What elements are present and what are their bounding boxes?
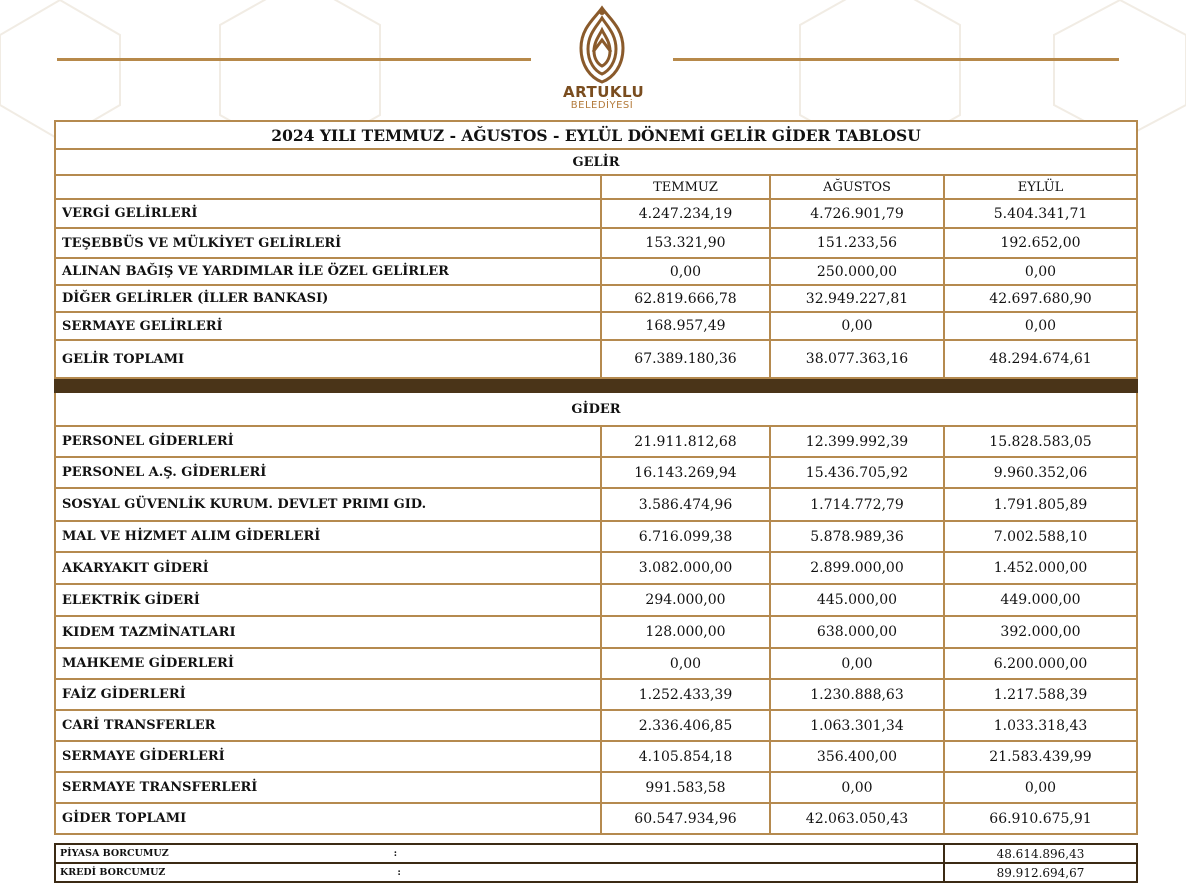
table-row	[55, 258, 1137, 285]
table-row	[55, 710, 1137, 741]
debt-separator: :	[393, 848, 398, 859]
debt-row	[55, 844, 1137, 863]
value-temmuz: 0,00	[601, 258, 770, 285]
gider-total-label: GİDER TOPLAMI	[55, 803, 601, 834]
row-label: FAİZ GİDERLERİ	[55, 679, 601, 710]
column-header-temmuz: TEMMUZ	[601, 175, 770, 199]
value-eylul: 1.452.000,00	[944, 552, 1137, 584]
table-row	[55, 679, 1137, 710]
table-row	[55, 228, 1137, 258]
value-temmuz: 16.143.269,94	[601, 457, 770, 488]
row-label: CARİ TRANSFERLER	[55, 710, 601, 741]
value-temmuz: 62.819.666,78	[601, 285, 770, 312]
value-agustos: 1.714.772,79	[770, 488, 944, 521]
debt-label-cell	[55, 863, 944, 882]
value-temmuz: 4.105.854,18	[601, 741, 770, 772]
table-title: 2024 YILI TEMMUZ - AĞUSTOS - EYLÜL DÖNEMİ GELİR GİDER TABLOSU	[55, 121, 1137, 149]
gider-heading: GİDER	[55, 392, 1137, 426]
gelir-total-temmuz: 67.389.180,36	[601, 340, 770, 378]
header-rule-right	[673, 58, 1119, 61]
row-label: KIDEM TAZMİNATLARI	[55, 616, 601, 648]
row-label: MAL VE HİZMET ALIM GİDERLERİ	[55, 521, 601, 552]
value-temmuz: 3.586.474,96	[601, 488, 770, 521]
row-label: PERSONEL GİDERLERİ	[55, 426, 601, 457]
row-label: TEŞEBBÜS VE MÜLKİYET GELİRLERİ	[55, 228, 601, 258]
header-rule-left	[57, 58, 531, 61]
value-agustos: 1.230.888,63	[770, 679, 944, 710]
row-label: ELEKTRİK GİDERİ	[55, 584, 601, 616]
table-row	[55, 616, 1137, 648]
row-label: SERMAYE TRANSFERLERİ	[55, 772, 601, 803]
column-header-eylul: EYLÜL	[944, 175, 1137, 199]
row-label: SERMAYE GELİRLERİ	[55, 312, 601, 340]
value-temmuz: 168.957,49	[601, 312, 770, 340]
value-temmuz: 128.000,00	[601, 616, 770, 648]
value-temmuz: 1.252.433,39	[601, 679, 770, 710]
value-eylul: 6.200.000,00	[944, 648, 1137, 679]
artuklu-emblem-icon	[571, 4, 633, 86]
gelir-heading: GELİR	[55, 149, 1137, 175]
debt-value: 89.912.694,67	[944, 863, 1137, 882]
table-row	[55, 552, 1137, 584]
gelir-total-agustos: 38.077.363,16	[770, 340, 944, 378]
value-agustos: 5.878.989,36	[770, 521, 944, 552]
value-eylul: 1.033.318,43	[944, 710, 1137, 741]
value-eylul: 449.000,00	[944, 584, 1137, 616]
debt-summary-table	[54, 843, 1138, 883]
row-label: ALINAN BAĞIŞ VE YARDIMLAR İLE ÖZEL GELİRLER	[55, 258, 601, 285]
debt-row	[55, 863, 1137, 882]
value-temmuz: 2.336.406,85	[601, 710, 770, 741]
value-temmuz: 6.716.099,38	[601, 521, 770, 552]
artuklu-logo	[563, 4, 645, 114]
debt-label: KREDİ BORCUMUZ	[60, 867, 166, 878]
value-agustos: 0,00	[770, 648, 944, 679]
value-agustos: 1.063.301,34	[770, 710, 944, 741]
row-label: PERSONEL A.Ş. GİDERLERİ	[55, 457, 601, 488]
value-agustos: 0,00	[770, 312, 944, 340]
value-eylul: 1.217.588,39	[944, 679, 1137, 710]
table-row	[55, 584, 1137, 616]
value-temmuz: 294.000,00	[601, 584, 770, 616]
gider-total-temmuz: 60.547.934,96	[601, 803, 770, 834]
debt-label-cell	[55, 844, 944, 863]
value-agustos: 12.399.992,39	[770, 426, 944, 457]
value-eylul: 1.791.805,89	[944, 488, 1137, 521]
value-eylul: 0,00	[944, 258, 1137, 285]
gelir-total-label: GELİR TOPLAMI	[55, 340, 601, 378]
row-label: SOSYAL GÜVENLİK KURUM. DEVLET PRIMI GID.	[55, 488, 601, 521]
table-row	[55, 285, 1137, 312]
table-row	[55, 199, 1137, 228]
value-eylul: 5.404.341,71	[944, 199, 1137, 228]
value-eylul: 192.652,00	[944, 228, 1137, 258]
table-row	[55, 426, 1137, 457]
logo-subtitle: BELEDİYESİ	[570, 100, 634, 111]
table-row	[55, 457, 1137, 488]
value-agustos: 250.000,00	[770, 258, 944, 285]
row-label: MAHKEME GİDERLERİ	[55, 648, 601, 679]
value-temmuz: 3.082.000,00	[601, 552, 770, 584]
column-header-agustos: AĞUSTOS	[770, 175, 944, 199]
debt-value: 48.614.896,43	[944, 844, 1137, 863]
section-divider	[55, 378, 1137, 392]
table-row	[55, 312, 1137, 340]
value-eylul: 7.002.588,10	[944, 521, 1137, 552]
logo-name: ARTUKLU	[563, 83, 645, 101]
value-eylul: 42.697.680,90	[944, 285, 1137, 312]
table-row	[55, 488, 1137, 521]
value-agustos: 15.436.705,92	[770, 457, 944, 488]
value-eylul: 9.960.352,06	[944, 457, 1137, 488]
value-agustos: 4.726.901,79	[770, 199, 944, 228]
value-temmuz: 21.911.812,68	[601, 426, 770, 457]
row-label: VERGİ GELİRLERİ	[55, 199, 601, 228]
table-row	[55, 648, 1137, 679]
value-temmuz: 0,00	[601, 648, 770, 679]
gelir-total-row	[55, 340, 1137, 378]
row-label: SERMAYE GİDERLERİ	[55, 741, 601, 772]
value-agustos: 356.400,00	[770, 741, 944, 772]
gider-total-agustos: 42.063.050,43	[770, 803, 944, 834]
value-eylul: 0,00	[944, 772, 1137, 803]
value-agustos: 32.949.227,81	[770, 285, 944, 312]
column-header-row	[55, 175, 1137, 199]
debt-separator: :	[397, 867, 401, 878]
value-agustos: 2.899.000,00	[770, 552, 944, 584]
table-row	[55, 521, 1137, 552]
table-row	[55, 772, 1137, 803]
value-temmuz: 153.321,90	[601, 228, 770, 258]
gider-heading-row	[55, 392, 1137, 426]
row-label: AKARYAKIT GİDERİ	[55, 552, 601, 584]
value-agustos: 638.000,00	[770, 616, 944, 648]
value-agustos: 445.000,00	[770, 584, 944, 616]
gelir-heading-row	[55, 149, 1137, 175]
value-agustos: 151.233,56	[770, 228, 944, 258]
value-eylul: 0,00	[944, 312, 1137, 340]
gelir-total-eylul: 48.294.674,61	[944, 340, 1137, 378]
debt-label: PİYASA BORCUMUZ	[60, 848, 169, 859]
income-expense-table	[54, 120, 1138, 835]
gider-total-eylul: 66.910.675,91	[944, 803, 1137, 834]
row-label: DİĞER GELİRLER (İLLER BANKASI)	[55, 285, 601, 312]
value-agustos: 0,00	[770, 772, 944, 803]
table-row	[55, 741, 1137, 772]
title-row	[55, 121, 1137, 149]
value-temmuz: 991.583,58	[601, 772, 770, 803]
value-eylul: 15.828.583,05	[944, 426, 1137, 457]
value-eylul: 392.000,00	[944, 616, 1137, 648]
column-header-empty	[55, 175, 601, 199]
value-eylul: 21.583.439,99	[944, 741, 1137, 772]
gider-total-row	[55, 803, 1137, 834]
section-divider-bar	[55, 378, 1137, 392]
value-temmuz: 4.247.234,19	[601, 199, 770, 228]
